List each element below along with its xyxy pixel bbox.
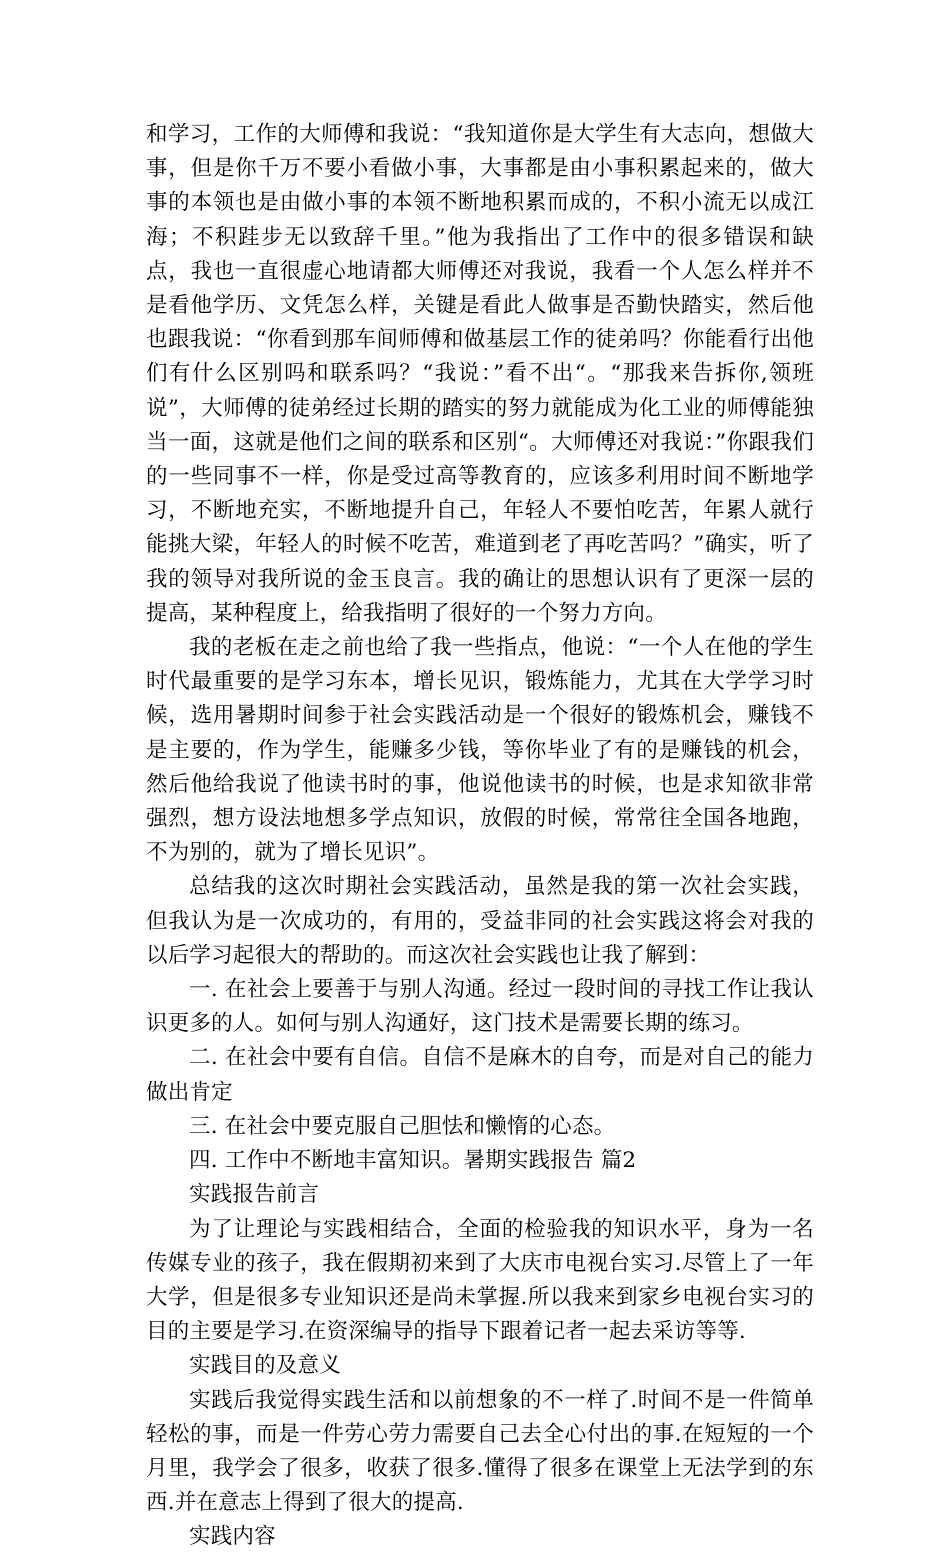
paragraph: 为了让理论与实践相结合，全面的检验我的知识水平，身为一名传媒专业的孩子，我在假期初来到了大庆市电视台实习.尽管上了一年大学，但是很多专业知识还是尚未掌握.所以我来到家乡电视台实习的目的主要是学习.在资深编导的指导下跟着记者一起去采访等等. (146, 1216, 814, 1345)
list-item: 一. 在社会上要善于与别人沟通。经过一段时间的寻找工作让我认识更多的人。如何与别人沟通好，这门技术是需要长期的练习。 (146, 977, 814, 1037)
list-item: 二. 在社会中要有自信。自信不是麻木的自夸，而是对自己的能力做出肯定 (146, 1045, 814, 1105)
section-heading: 实践目的及意义 (189, 1353, 341, 1379)
document-page (146, 118, 814, 1555)
paragraph: 总结我的这次时期社会实践活动，虽然是我的第一次社会实践，但我认为是一次成功的，有用的，受益非同的社会实践这将会对我的以后学习起很大的帮助的。而这次社会实践也让我了解到： (146, 874, 814, 968)
section-heading: 实践内容 (189, 1524, 276, 1550)
paragraph: 我的老板在走之前也给了我一些指点，他说：“一个人在他的学生时代最重要的是学习东本，增长见识，锻炼能力，尤其在大学学习时候，选用暑期时间参于社会实践活动是一个很好的锻炼机会，赚钱不是主要的，作为学生，能赚多少钱，等你毕业了有的是赚钱的机会，然后他给我说了他读书时的事，他说他读书的时候，也是求知欲非常强烈，想方设法地想多学点知识，放假的时候，常常往全国各地跑，不为别的，就为了增长见识”。 (146, 635, 814, 866)
section-heading: 实践报告前言 (189, 1182, 320, 1208)
list-item: 三. 在社会中要克服自己胆怯和懒惰的心态。 (189, 1113, 616, 1139)
paragraph: 实践后我觉得实践生活和以前想象的不一样了.时间不是一件简单轻松的事，而是一件劳心劳力需要自己去全心付出的事.在短短的一个月里，我学会了很多，收获了很多.懂得了很多在课堂上无法学到的东西.并在意志上得到了很大的提高. (146, 1387, 814, 1516)
paragraph: 和学习，工作的大师傅和我说：“我知道你是大学生有大志向，想做大事，但是你千万不要小看做小事，大事都是由小事积累起来的，做大事的本领也是由做小事的本领不断地积累而成的，不积小流无以成江海；不积跬步无以致辞千里。”他为我指出了工作中的很多错误和缺点，我也一直很虚心地请都大师傅还对我说，我看一个人怎么样并不是看他学历、文凭怎么样，关键是看此人做事是否勤快踏实，然后他也跟我说：“你看到那车间师傅和做基层工作的徒弟吗？你能看行出他们有什么区别吗和联系吗？“我说：”看不出“。“那我来告拆你,领班说”，大师傅的徒弟经过长期的踏实的努力就能成为化工业的师傅能独当一面，这就是他们之间的联系和区别“。大师傅还对我说：”你跟我们的一些同事不一样，你是受过高等教育的，应该多利用时间不断地学习，不断地充实，不断地提升自己，年轻人不要怕吃苦，年累人就行能挑大梁，年轻人的时候不吃苦，难道到老了再吃苦吗？”确实，听了我的领导对我所说的金玉良言。我的确让的思想认识有了更深一层的提高，某种程度上，给我指明了很好的一个努力方向。 (146, 122, 814, 626)
list-item: 四. 工作中不断地丰富知识。暑期实践报告 篇2 (189, 1148, 637, 1174)
